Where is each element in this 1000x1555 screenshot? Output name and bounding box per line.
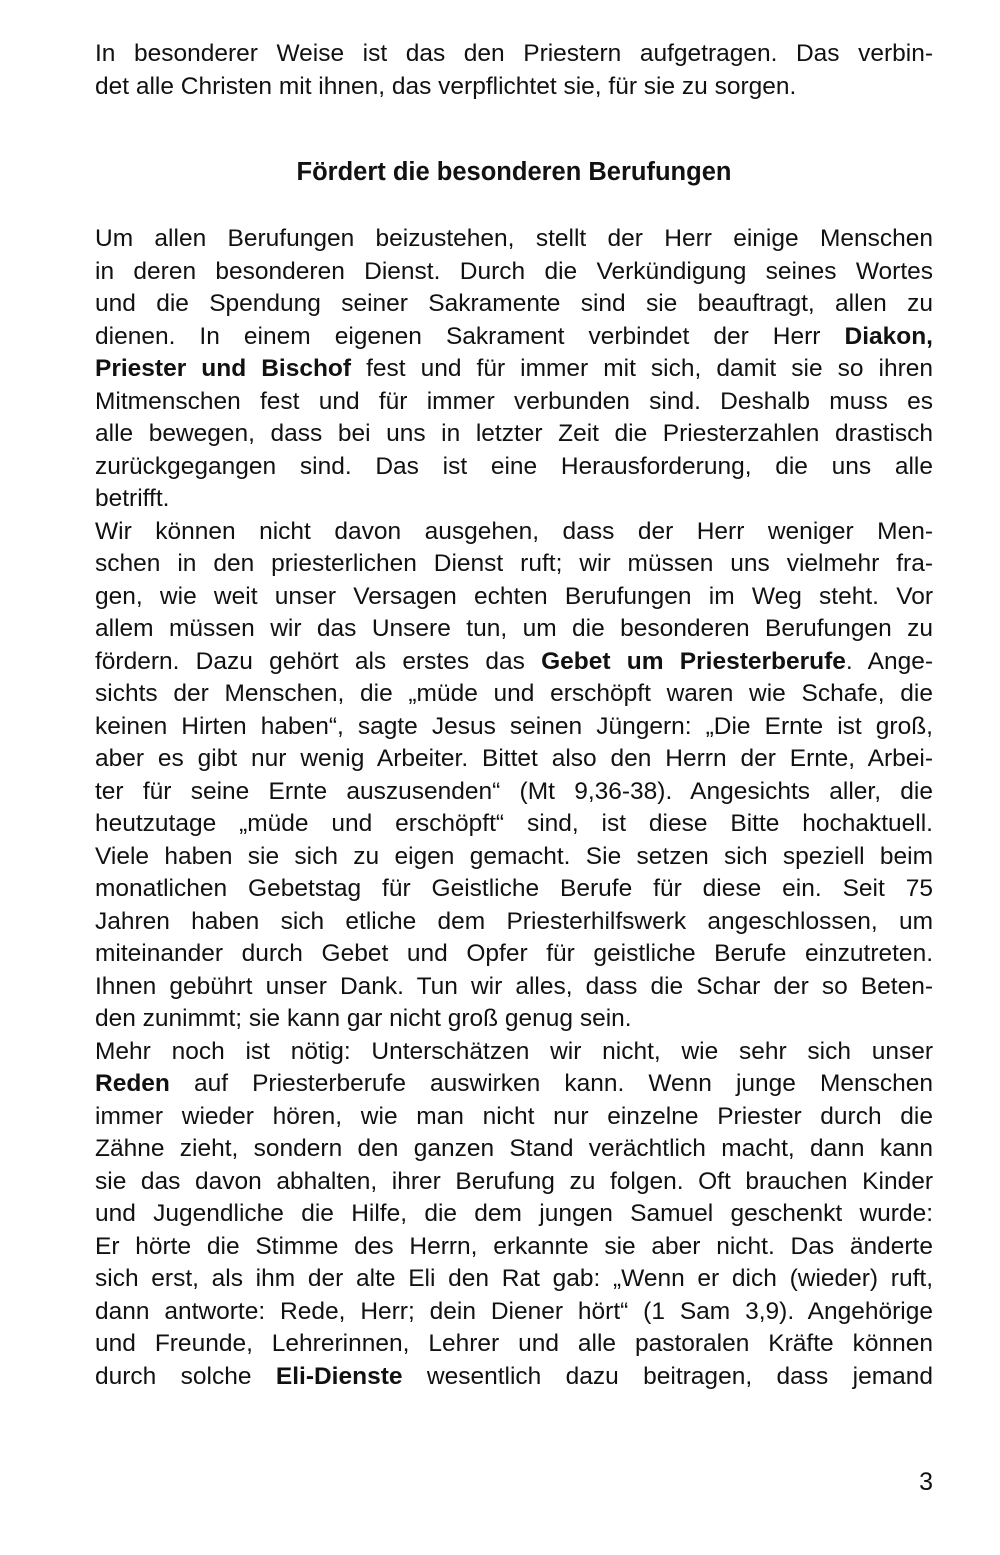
text-line: In besonderer Weise ist das den Priestern aufgetragen. Das verbin-	[95, 40, 933, 67]
text-line: sichts der Menschen, die „müde und erschöpft waren wie Schafe, die	[95, 680, 933, 707]
paragraph-1	[95, 223, 933, 516]
emphasized-text: Reden	[95, 1070, 170, 1097]
text-line: det alle Christen mit ihnen, das verpflichtet sie, für sie zu sorgen.	[95, 72, 797, 100]
text-line: Jahren haben sich etliche dem Priesterhilfswerk angeschlossen, um	[95, 907, 933, 935]
text-line: heutzutage „müde und erschöpft“ sind, ist diese Bitte hochaktuell.	[95, 810, 933, 837]
text-run: durch solche	[95, 1362, 276, 1390]
text-line: in deren besonderen Dienst. Durch die Verkündigung seines Wortes	[95, 257, 933, 285]
text-line: Um allen Berufungen beizustehen, stellt der Herr einige Menschen	[95, 225, 933, 252]
text-line: Viele haben sie sich zu eigen gemacht. Sie setzen sich speziell beim	[95, 842, 933, 870]
text-line: Er hörte die Stimme des Herrn, erkannte sie aber nicht. Das änderte	[95, 1232, 933, 1260]
text-line: zurückgegangen sind. Das ist eine Herausforderung, die uns alle	[95, 452, 933, 480]
text-line: monatlichen Gebetstag für Geistliche Berufe für diese ein. Seit 75	[95, 875, 933, 902]
text-line: immer wieder hören, wie man nicht nur einzelne Priester durch die	[95, 1102, 933, 1130]
text-line: und Freunde, Lehrerinnen, Lehrer und alle pastoralen Kräfte können	[95, 1330, 933, 1357]
text-line: sich erst, als ihm der alte Eli den Rat gab: „Wenn er dich (wieder) ruft,	[95, 1265, 933, 1292]
section-heading: Fördert die besonderen Berufungen	[296, 158, 732, 186]
text-line: und die Spendung seiner Sakramente sind sie beauftragt, allen zu	[95, 290, 933, 317]
text-line: gen, wie weit unser Versagen echten Berufungen im Weg steht. Vor	[95, 582, 933, 610]
text-line: Wir können nicht davon ausgehen, dass der Herr weniger Men-	[95, 517, 933, 545]
text-line: Mehr noch ist nötig: Unterschätzen wir nicht, wie sehr sich unser	[95, 1037, 933, 1065]
text-line: keinen Hirten haben“, sagte Jesus seinen Jüngern: „Die Ernte ist groß,	[95, 712, 933, 740]
text-line: alle bewegen, dass bei uns in letzter Zeit die Priesterzahlen drastisch	[95, 420, 933, 447]
text-run: wesentlich dazu beitragen, dass jemand	[402, 1362, 933, 1390]
text-line: und Jugendliche die Hilfe, die dem jungen Samuel geschenkt wurde:	[95, 1200, 933, 1227]
text-line: aber es gibt nur wenig Arbeiter. Bittet also den Herrn der Ernte, Arbei-	[95, 745, 933, 772]
text-run: fest und für immer mit sich, damit sie so ihren	[351, 355, 933, 382]
emphasized-text: Eli-Dienste	[275, 1362, 403, 1390]
body-text	[95, 223, 933, 1393]
text-line: den zunimmt; sie kann gar nicht groß genug sein.	[95, 1005, 632, 1032]
intro-paragraph	[95, 38, 933, 103]
emphasized-text: Gebet um Priesterberufe	[541, 647, 846, 675]
text-line: sie das davon abhalten, ihrer Berufung zu folgen. Oft brauchen Kinder	[95, 1167, 933, 1195]
text-line: Ihnen gebührt unser Dank. Tun wir alles, dass die Schar der so Beten-	[95, 972, 933, 1000]
text-line: schen in den priesterlichen Dienst ruft; wir müssen uns vielmehr fra-	[95, 550, 933, 577]
text-line: Zähne zieht, sondern den ganzen Stand verächtlich macht, dann kann	[95, 1135, 933, 1162]
text-run: . Ange-	[845, 647, 933, 675]
page-number: 3	[919, 1468, 933, 1496]
text-run: fördern. Dazu gehört als erstes das	[95, 647, 542, 675]
text-line	[95, 353, 933, 386]
text-line	[95, 1361, 933, 1394]
text-line: miteinander durch Gebet und Opfer für geistliche Berufe einzutreten.	[95, 940, 933, 967]
text-line: dann antworte: Rede, Herr; dein Diener hört“ (1 Sam 3,9). Angehörige	[95, 1297, 933, 1325]
text-line: ter für seine Ernte auszusenden“ (Mt 9,36-38). Angesichts aller, die	[95, 777, 933, 805]
paragraph-3	[95, 1036, 933, 1394]
text-line: allem müssen wir das Unsere tun, um die besonderen Berufungen zu	[95, 615, 933, 642]
text-line	[95, 1068, 933, 1101]
text-line	[95, 321, 933, 354]
text-run: auf Priesterberufe auswirken kann. Wenn junge Menschen	[169, 1070, 933, 1097]
emphasized-text: Diakon,	[844, 322, 933, 350]
emphasized-text: Priester und Bischof	[95, 355, 352, 382]
text-line	[95, 646, 933, 679]
text-line: Mitmenschen fest und für immer verbunden sind. Deshalb muss es	[95, 387, 933, 415]
paragraph-2	[95, 516, 933, 1036]
text-line: betrifft.	[95, 485, 170, 512]
text-run: dienen. In einem eigenen Sakrament verbindet der Herr	[95, 322, 845, 350]
